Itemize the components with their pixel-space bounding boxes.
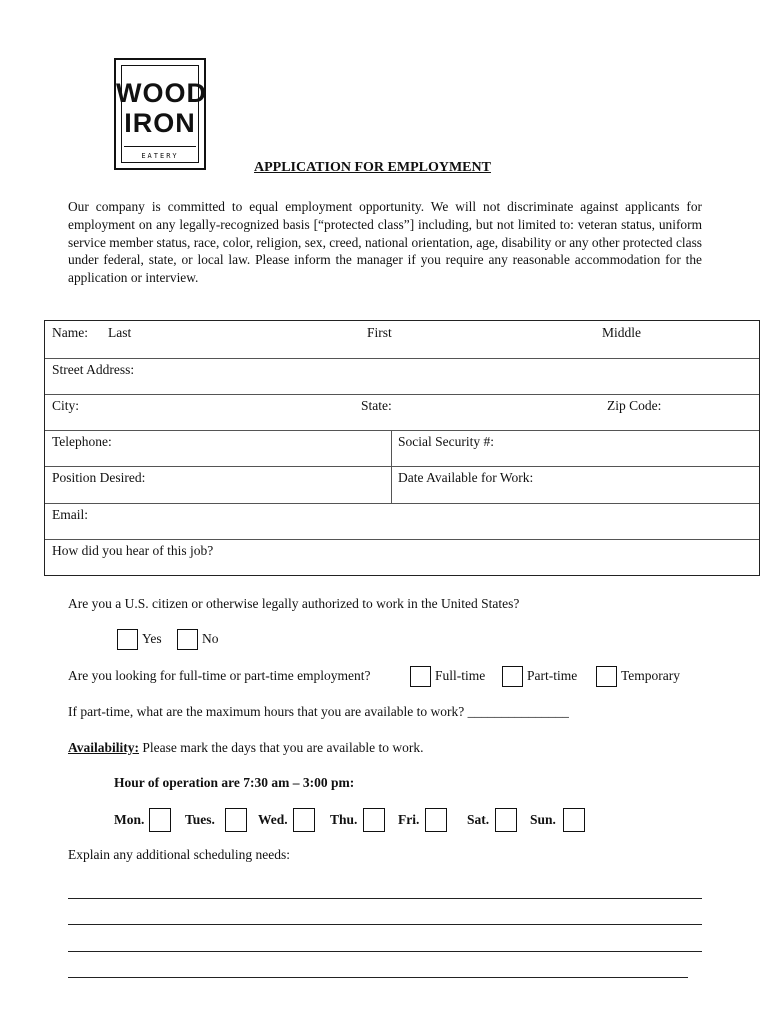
- full-time-checkbox[interactable]: [410, 666, 431, 687]
- day-sat-label: Sat.: [467, 812, 490, 827]
- telephone-field[interactable]: Telephone:: [52, 434, 112, 449]
- day-wed-label: Wed.: [258, 812, 288, 827]
- day-fri-label: Fri.: [398, 812, 420, 827]
- day-mon-checkbox[interactable]: [149, 808, 171, 832]
- middle-name-field[interactable]: Middle: [602, 325, 641, 340]
- day-sun-checkbox[interactable]: [563, 808, 585, 832]
- ssn-field[interactable]: Social Security #:: [398, 434, 494, 449]
- part-time-label: Part-time: [527, 668, 578, 683]
- street-address-field[interactable]: [45, 358, 759, 395]
- hear-about-job-label: How did you hear of this job?: [52, 543, 214, 558]
- citizen-no-checkbox[interactable]: [177, 629, 198, 650]
- day-tues-label: Tues.: [185, 812, 215, 827]
- part-time-checkbox[interactable]: [502, 666, 523, 687]
- day-thu-label: Thu.: [330, 812, 358, 827]
- date-available-field[interactable]: Date Available for Work:: [398, 470, 534, 485]
- day-mon-label: Mon.: [114, 812, 145, 827]
- name-row: [45, 321, 759, 359]
- citizen-yes-label: Yes: [142, 631, 162, 646]
- zip-code-field[interactable]: Zip Code:: [607, 398, 662, 413]
- first-name-field[interactable]: First: [367, 325, 392, 340]
- hear-about-job-field[interactable]: [45, 539, 759, 575]
- scheduling-answer-line[interactable]: [68, 898, 702, 899]
- eeo-statement: Our company is committed to equal employment opportunity. We will not discriminate against applicants for employment on any legally-recognized basis [“protected class”] including, but not limited to: veteran status, uniform service member status, race, color, religion, sex, creed, national orientation, age, disability or any other protected class under federal, state, or local law. Please inform the manager if you require any reasonable accommodation for the application or interview.: [68, 199, 702, 286]
- logo-word-iron: IRON: [124, 108, 196, 138]
- email-label: Email:: [52, 507, 88, 522]
- scheduling-answer-line[interactable]: [68, 951, 702, 952]
- telephone-row: [45, 430, 759, 467]
- logo-word-eatery: EATERY: [141, 152, 179, 160]
- availability-line: [68, 740, 424, 756]
- logo-word-wood: WOOD: [116, 78, 207, 108]
- day-fri-checkbox[interactable]: [425, 808, 447, 832]
- last-name-field[interactable]: Last: [108, 325, 132, 340]
- day-thu-checkbox[interactable]: [363, 808, 385, 832]
- day-wed-checkbox[interactable]: [293, 808, 315, 832]
- scheduling-answer-line[interactable]: [68, 977, 688, 978]
- scheduling-answer-line[interactable]: [68, 924, 702, 925]
- street-address-label: Street Address:: [52, 362, 135, 377]
- city-field[interactable]: City:: [52, 398, 80, 413]
- temporary-checkbox[interactable]: [596, 666, 617, 687]
- citizen-yes-checkbox[interactable]: [117, 629, 138, 650]
- state-field[interactable]: State:: [361, 398, 392, 413]
- applicant-info-form: [44, 320, 760, 576]
- page-title: APPLICATION FOR EMPLOYMENT: [254, 160, 491, 175]
- hours-of-operation: Hour of operation are 7:30 am – 3:00 pm:: [114, 775, 355, 790]
- position-row: [45, 466, 759, 504]
- full-time-label: Full-time: [435, 668, 486, 683]
- wood-iron-eatery-logo: [114, 58, 206, 170]
- employment-type-question: Are you looking for full-time or part-time employment?: [68, 668, 371, 683]
- column-divider: [391, 430, 392, 466]
- citizen-no-label: No: [202, 631, 219, 646]
- day-tues-checkbox[interactable]: [225, 808, 247, 832]
- citizenship-question: Are you a U.S. citizen or otherwise legally authorized to work in the United States?: [68, 596, 520, 611]
- max-hours-question[interactable]: If part-time, what are the maximum hours that you are available to work? _______________: [68, 704, 569, 719]
- name-label: Name:: [52, 325, 88, 340]
- day-sun-label: Sun.: [530, 812, 556, 827]
- scheduling-needs-question: Explain any additional scheduling needs:: [68, 847, 290, 862]
- city-row: [45, 394, 759, 431]
- availability-heading: Availability:: [68, 740, 140, 755]
- temporary-label: Temporary: [621, 668, 681, 683]
- availability-instruction: Please mark the days that you are available to work.: [139, 740, 424, 755]
- column-divider: [391, 466, 392, 503]
- email-field[interactable]: [45, 503, 759, 540]
- logo-divider: [124, 146, 196, 147]
- day-sat-checkbox[interactable]: [495, 808, 517, 832]
- position-desired-field[interactable]: Position Desired:: [52, 470, 146, 485]
